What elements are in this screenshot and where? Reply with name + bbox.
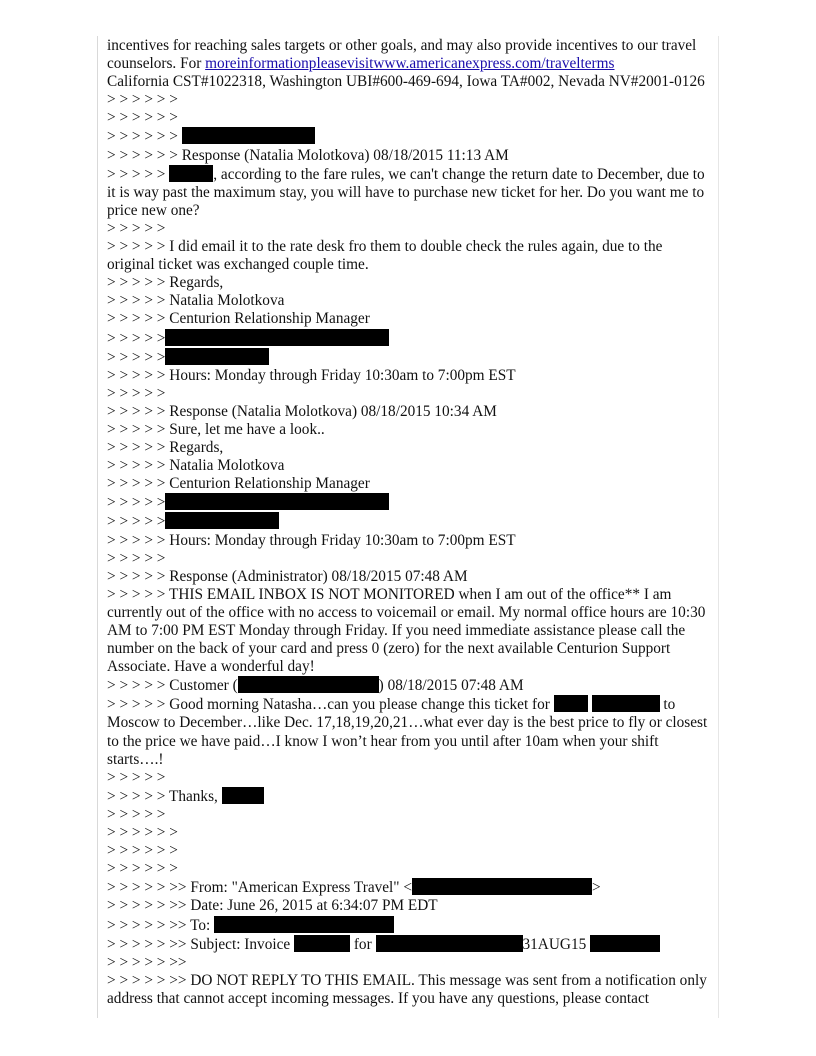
response-header-text: Response (Administrator) 08/18/2015 07:48 AM [169,567,468,585]
quote-line: > > > > > >> [107,953,187,971]
redaction-box [376,935,523,952]
quote-line: > > > > > [107,805,166,823]
quote-prefix: > > > > > [107,585,166,603]
signature-line [107,274,711,292]
quote-line: > > > > > > [107,824,178,842]
response-header [107,403,711,421]
signature-line [107,493,711,512]
response-message [107,586,711,676]
quote-line: > > > > > [107,219,166,237]
signature-title: Centurion Relationship Manager [169,475,370,493]
hours-line [107,532,711,550]
redaction-box [222,787,264,804]
quote-prefix: > > > > > [107,348,166,366]
customer-text: Good morning Natasha…can you please change this ticket for [169,696,550,714]
quote-line: > > > > > [107,549,166,567]
signature-line [107,512,711,531]
thanks-text: Thanks, [169,787,218,805]
intro-paragraph [107,37,711,73]
quote-prefix: > > > > > >> [107,879,187,897]
quote-prefix: > > > > > [107,494,166,512]
response-text: I did email it to the rate desk fro them to double check the rules again, due to the original ticket was exchanged couple time. [107,238,663,274]
registration-text: California CST#1022318, Washington UBI#600-469-694, Iowa TA#002, Nevada NV#2001-0126 [107,73,705,91]
signature-line [107,329,711,348]
response-text: Sure, let me have a look.. [169,420,325,438]
from-prefix: From: "American Express Travel" < [190,879,412,897]
page-right-border [718,36,719,1018]
signature-line [107,292,711,310]
response-header [107,147,711,165]
redaction-box [165,348,269,365]
quote-prefix: > > > > > [107,457,166,475]
quote-line [107,127,711,146]
forwarded-from [107,878,711,897]
redaction-box [214,916,394,933]
signature-line [107,475,711,493]
quote-prefix: > > > > > [107,696,166,714]
customer-header [107,676,711,695]
customer-header-suffix: ) 08/18/2015 07:48 AM [378,677,524,695]
quote-prefix: > > > > > >> [107,971,187,989]
response-text: , according to the fare rules, we can't change the return date to December, due to it is way past the maximum stay, you will have to purchase new ticket for her. Do you want me to price new one? [107,165,705,219]
forwarded-body [107,972,711,1008]
quote-line: > > > > > [107,768,166,786]
redaction-box [165,512,279,529]
forwarded-date [107,897,711,915]
quote-prefix: > > > > > [107,567,166,585]
signature-line [107,310,711,328]
quote-prefix: > > > > > [107,402,166,420]
redaction-box [165,329,389,346]
intro-text: incentives for reaching sales targets or other goals, and may also provide incentives to our travel counselors. For [107,37,697,73]
quote-prefix: > > > > > [107,420,166,438]
email-document [107,37,711,1008]
quote-prefix: > > > > > [107,787,166,805]
forwarded-subject [107,935,711,954]
redaction-box [169,165,213,182]
redaction-box [590,935,660,952]
redaction-box [554,695,588,712]
quote-prefix: > > > > > > [107,128,178,146]
quote-prefix: > > > > > [107,274,166,292]
response-text: THIS EMAIL INBOX IS NOT MONITORED when I am out of the office** I am currently out of the office with no access to voicemail or email. My normal office hours are 10:30 AM to 7:00 PM EST Monday through Friday. If you need immediate assistance please call the number on the back of your card and press 0 (zero) for the next available Centurion Support Associate. Have a wonderful day! [107,585,706,676]
hours-line [107,367,711,385]
response-header [107,568,711,586]
signature-name: Natalia Molotkova [169,292,285,310]
response-header-text: Response (Natalia Molotkova) 08/18/2015 11:13 AM [181,146,509,164]
quote-prefix: > > > > > [107,310,166,328]
signature-regards: Regards, [169,274,224,292]
subject-prefix: Subject: Invoice [190,935,291,953]
quote-prefix: > > > > > >> [107,935,187,953]
customer-header-prefix: Customer ( [169,677,238,695]
hours-text: Hours: Monday through Friday 10:30am to 7:00pm EST [169,366,516,384]
subject-for: for [353,935,372,953]
to-label: To: [190,916,211,934]
quote-prefix: > > > > > [107,531,166,549]
quote-prefix: > > > > > [107,366,166,384]
redaction-box [238,676,379,693]
signature-line [107,348,711,367]
quote-line: > > > > > [107,384,166,402]
signature-regards: Regards, [169,439,224,457]
customer-text-to: to [663,696,676,714]
subject-date: 31AUG15 [522,935,587,953]
quote-prefix: > > > > > [107,439,166,457]
quote-line: > > > > > > [107,109,178,127]
customer-text-rest: Moscow to December…like Dec. 17,18,19,20,21…what ever day is the best price to fly or closest to the price we have paid…I know I won’t hear from you until after 10am when your shift starts….! [107,714,708,768]
travel-terms-link[interactable]: moreinformationpleasevisitwww.americanexpress.com/travelterms [205,55,615,73]
hours-text: Hours: Monday through Friday 10:30am to 7:00pm EST [169,531,516,549]
quote-prefix: > > > > > [107,329,166,347]
response-header-text: Response (Natalia Molotkova) 08/18/2015 10:34 AM [169,402,497,420]
quote-prefix: > > > > > [107,513,166,531]
quote-prefix: > > > > > [107,165,166,183]
response-message [107,165,711,220]
quote-prefix: > > > > > [107,475,166,493]
redaction-box [412,878,592,895]
quote-prefix: > > > > > [107,238,166,256]
signature-line [107,457,711,475]
redaction-box [165,493,389,510]
redaction-box [592,695,660,712]
quote-prefix: > > > > > [107,677,166,695]
quote-prefix: > > > > > [107,292,166,310]
response-message [107,421,711,439]
from-suffix: > [592,879,601,897]
date-text: Date: June 26, 2015 at 6:34:07 PM EDT [190,897,438,915]
response-message [107,238,711,274]
redaction-box [294,935,350,952]
redaction-box [182,127,315,144]
customer-message [107,695,711,768]
customer-thanks [107,787,711,806]
quote-prefix: > > > > > >> [107,916,187,934]
page-left-border [97,36,98,1018]
forwarded-to [107,916,711,935]
quote-line: > > > > > > [107,860,178,878]
quote-prefix: > > > > > >> [107,897,187,915]
signature-name: Natalia Molotkova [169,457,285,475]
forwarded-body-text: DO NOT REPLY TO THIS EMAIL. This message was sent from a notification only address that cannot accept incoming messages. If you have any questions, please contact [107,971,707,1007]
quote-line: > > > > > > [107,91,178,109]
quote-prefix: > > > > > > [107,146,178,164]
signature-line [107,439,711,457]
quote-line: > > > > > > [107,842,178,860]
signature-title: Centurion Relationship Manager [169,310,370,328]
